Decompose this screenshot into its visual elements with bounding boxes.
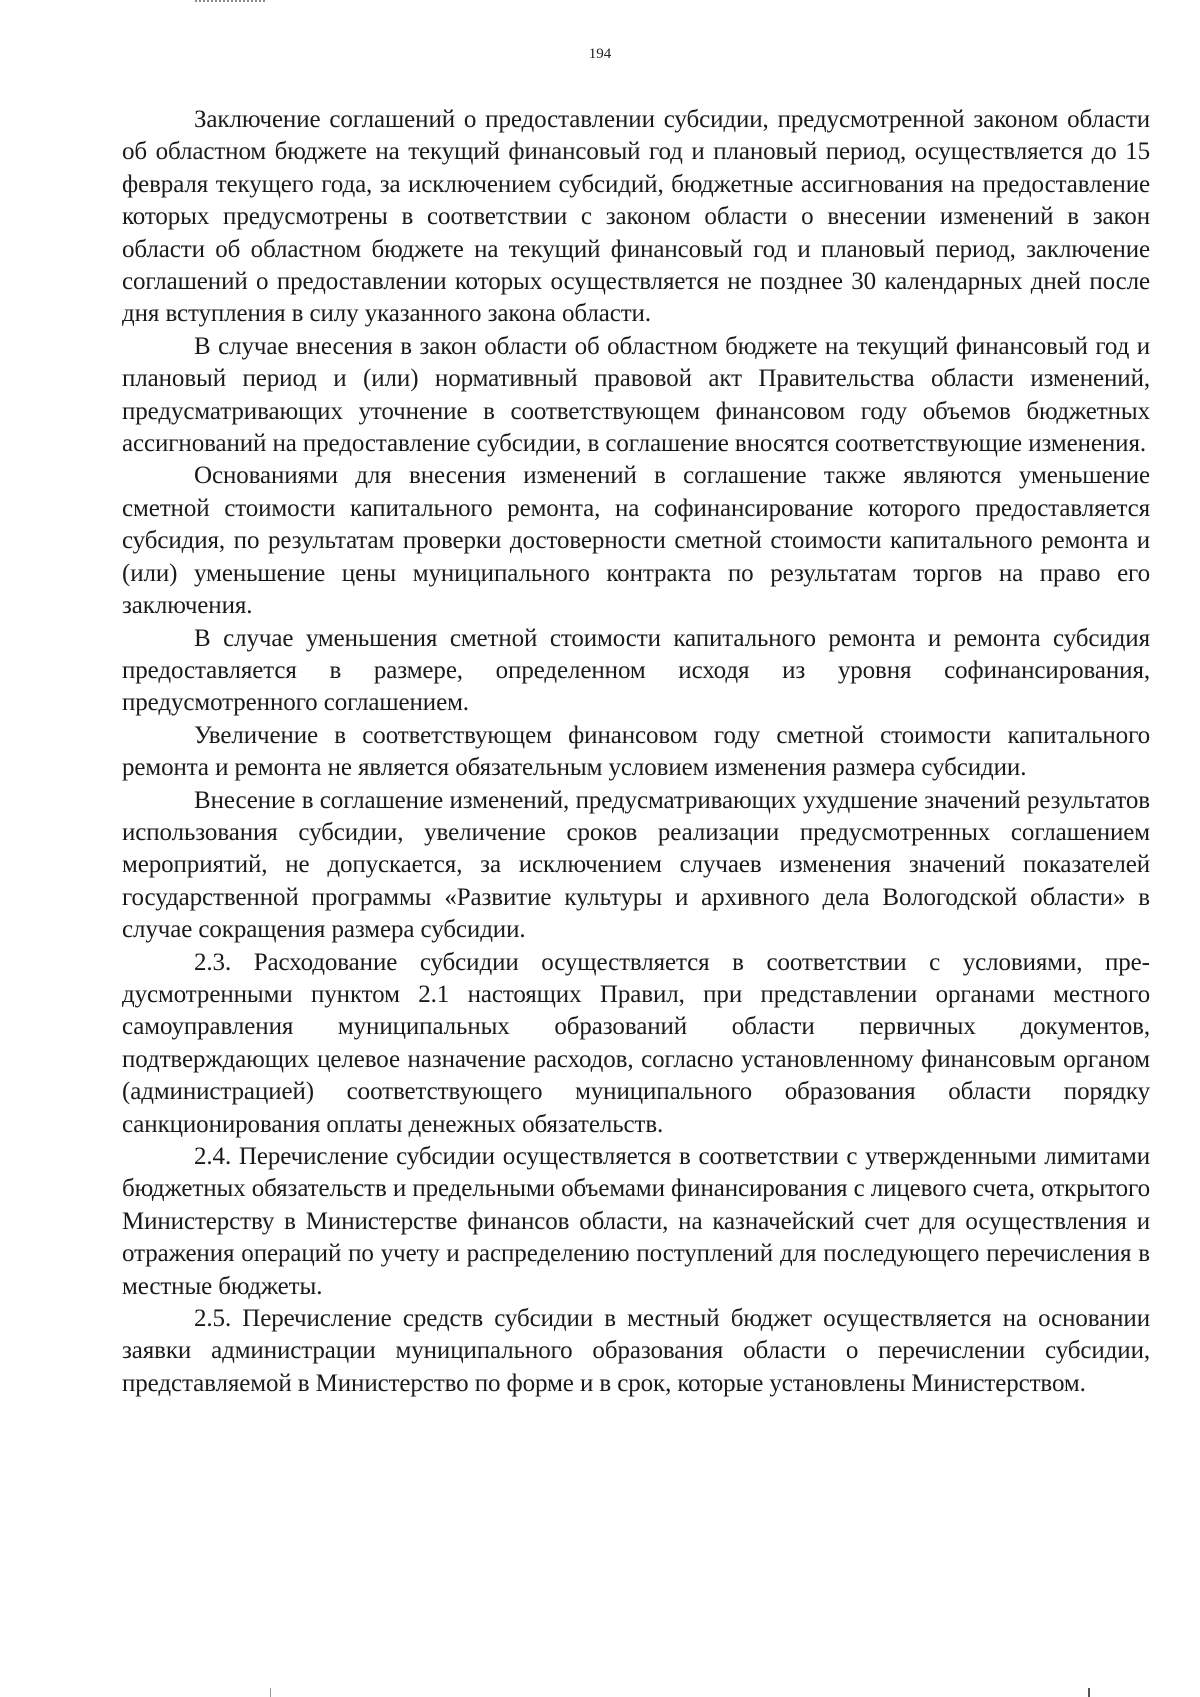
paragraph-cost-increase: Увеличение в соответствующем финансовом году сметной стоимости капитального ремонта и ремонта не является обязательным условием изменения размера субсидии. (122, 721, 1150, 782)
scan-artifact-top (195, 0, 265, 4)
paragraph-2-3-spending: 2.3. Расходование субсидии осуществляется в соответствии с условиями, предусмотренными пунктом 2.1 настоящих Правил, при представлении органами местного самоуправления муниципальных образований области первичных документов, подтверждающих целевое назначение расходов, согласно установленному финансовым органом (администрацией) соответствующего муниципального образования области порядку санкционирования оплаты денежных обязательств. (122, 948, 1150, 1138)
paragraph-2-5-local-budget: 2.5. Перечисление средств субсидии в местный бюджет осуществляется на основании заявки администрации муниципального образования области о перечислении субсидии, представляемой в Министерство по форме и в срок, которые установлены Министерством. (122, 1305, 1150, 1397)
paragraph-agreement-deadline: Заключение соглашений о предоставлении субсидии, предусмотренной законом области об областном бюджете на текущий финансовый год и плановый период, осуществляется до 15 февраля текущего года, за исключением субсидий, бюджетные ассигнования на предоставление которых предусмотрены в соответствии с законом области о внесении изменений в закон области об областном бюджете на текущий финансовый год и плановый период, заключение соглашений о предоставлении которых осуществляется не позднее 30 календарных дней после дня вступления в силу указанного закона области. (122, 106, 1150, 328)
paragraph-cost-reduction: В случае уменьшения сметной стоимости капитального ремонта и ремонта субсидия предоставляется в размере, определенном исходя из уровня софинансирования, предусмотренного соглашением. (122, 624, 1150, 717)
scan-artifact-bottom-left (270, 1688, 271, 1697)
paragraph-budget-changes: В случае внесения в закон области об областном бюджете на текущий финансовый год и плановый период и (или) нормативный правовой акт Правительства области изменений, предусматривающих уточнение в соответствующем финансовом году объемов бюджетных ассигнований на предоставление субсидии, в соглашение вносятся соответствующие изменения. (122, 332, 1150, 458)
paragraph-worsening-prohibited: Внесение в соглашение изменений, предусматривающих ухудшение значений результатов использования субсидии, увеличение сроков реализации предусмотренных соглашением мероприятий, не допускается, за исключением случаев изменения значений показателей государственной программы «Развитие культуры и архивного дела Вологодской области» в случае сокращения размера субсидии. (122, 786, 1150, 944)
paragraph-2-4-transfer: 2.4. Перечисление субсидии осуществляется в соответствии с утвержденными лимитами бюджетных обязательств и предельными объемами финансирования с лицевого счета, открытого Министерству в Министерстве финансов области, на казначейский счет для осуществления и отражения операций по учету и распределению поступлений для последующего перечисления в местные бюджеты. (122, 1143, 1150, 1300)
paragraph-grounds-for-changes: Основаниями для внесения изменений в соглашение также являются уменьшение сметной стоимости капитального ремонта, на софинансирование которого предоставляется субсидия, по результатам проверки достоверности сметной стоимости капитального ремонта и (или) уменьшение цены муниципального контракта по результатам торгов на право его заключения. (122, 462, 1150, 620)
page-number: 194 (588, 46, 612, 62)
document-body (122, 104, 1150, 1400)
scan-artifact-bottom-right (1088, 1688, 1090, 1697)
